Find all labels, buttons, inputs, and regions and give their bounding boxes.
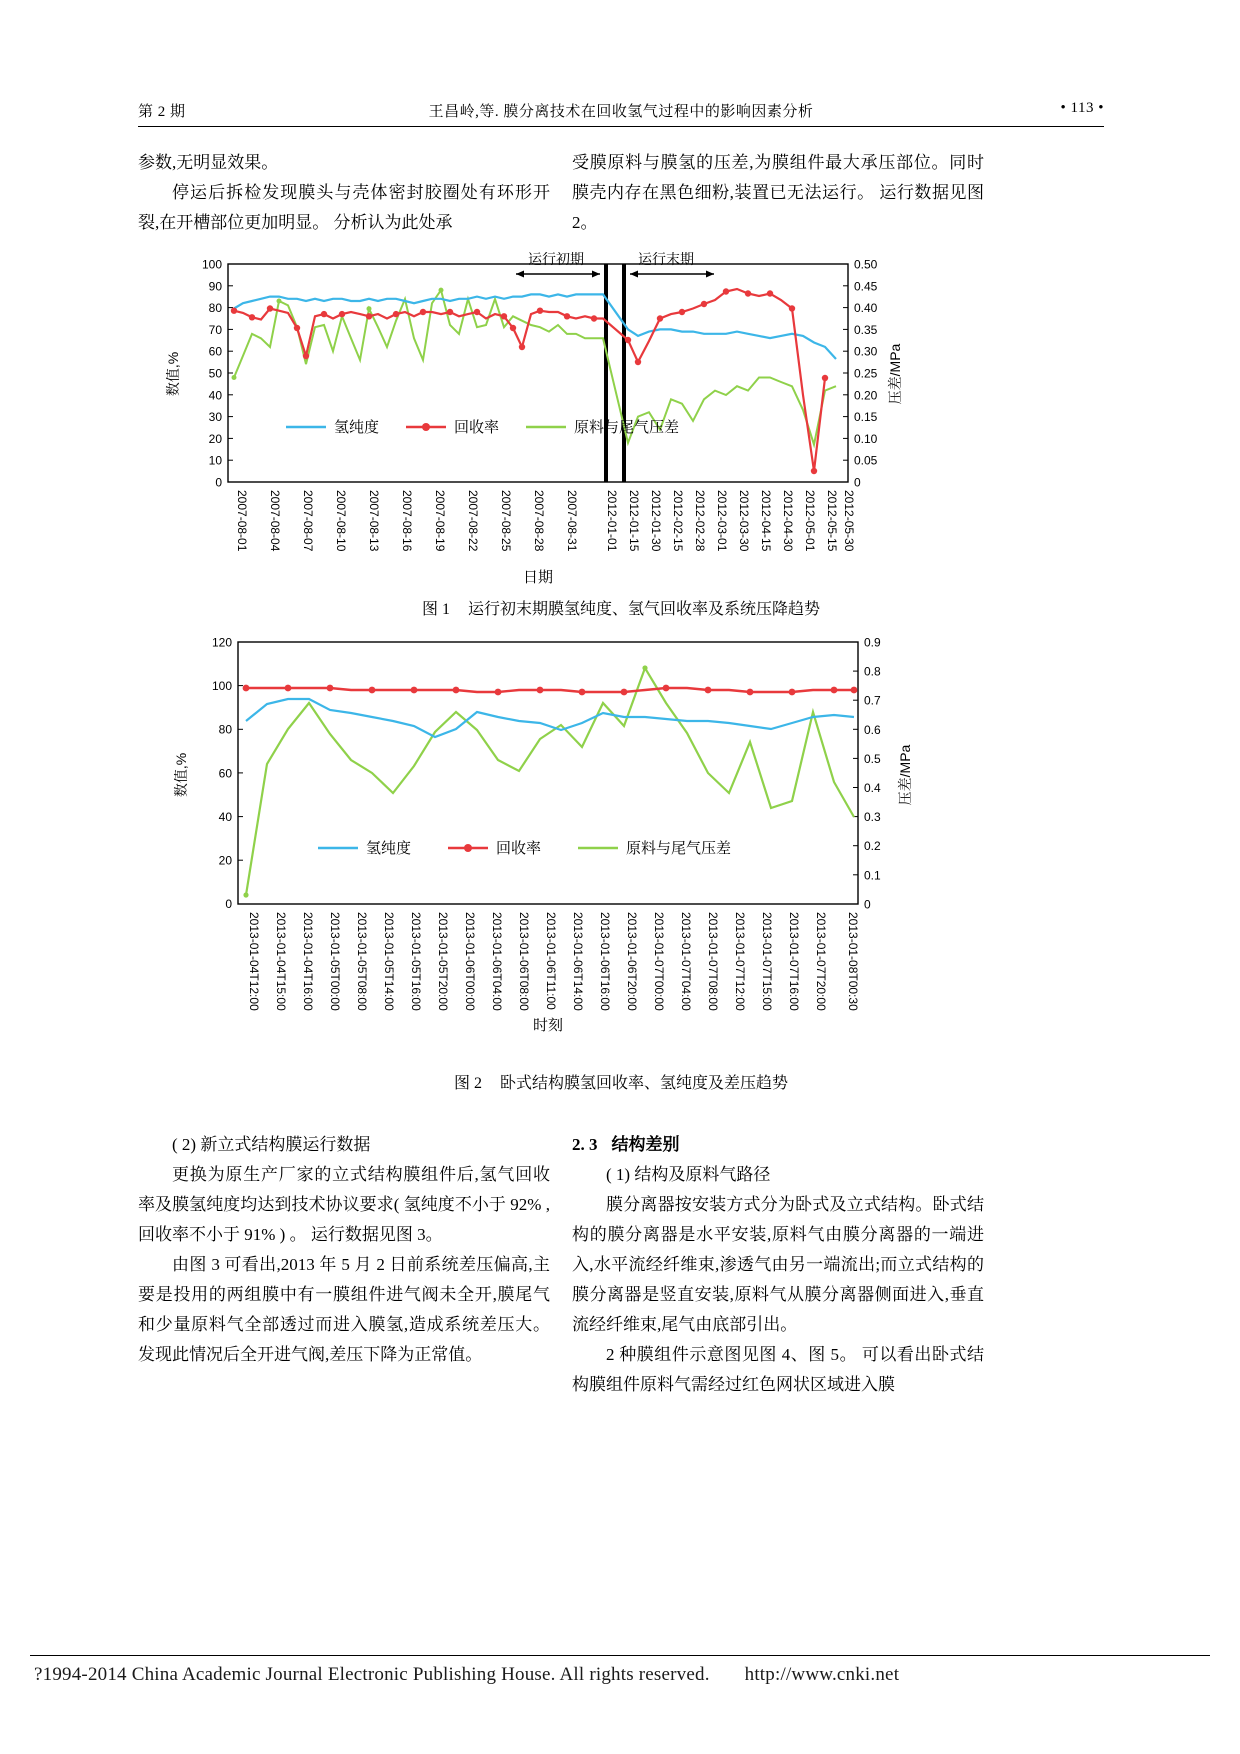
column-right-bottom: [572, 1130, 984, 1400]
footer: [34, 1664, 1214, 1686]
svg-text:数值,%: 数值,%: [173, 752, 189, 798]
svg-text:回收率: 回收率: [454, 419, 500, 436]
svg-text:2012-05-01: 2012-05-01: [803, 490, 817, 552]
svg-text:0.5: 0.5: [864, 751, 881, 766]
svg-text:80: 80: [208, 301, 222, 316]
svg-text:2013-01-05T16:00: 2013-01-05T16:00: [409, 912, 423, 1011]
svg-text:数值,%: 数值,%: [165, 351, 181, 397]
svg-text:0.30: 0.30: [854, 344, 878, 359]
figure-2-chart: [138, 630, 1104, 1060]
footer-divider: [30, 1655, 1210, 1656]
svg-text:0.9: 0.9: [864, 635, 881, 650]
svg-text:2007-08-16: 2007-08-16: [400, 490, 414, 552]
svg-text:0.05: 0.05: [854, 453, 878, 468]
svg-text:90: 90: [208, 279, 222, 294]
svg-text:2007-08-04: 2007-08-04: [268, 490, 282, 552]
svg-text:日期: 日期: [522, 569, 554, 586]
svg-text:2013-01-07T15:00: 2013-01-07T15:00: [760, 912, 774, 1011]
paragraph: 由图 3 可看出,2013 年 5 月 2 日前系统差压偏高,主要是投用的两组膜中有一膜组件进气阀未全开,膜尾气和少量原料气全部透过而进入膜氢,造成系统差压大。 发现此情况后全开进气阀,差压下降为正常值。: [138, 1255, 550, 1364]
svg-text:0: 0: [225, 897, 232, 912]
running-head-title: 王昌岭,等. 膜分离技术在回收氢气过程中的影响因素分析: [428, 104, 814, 120]
svg-text:回收率: 回收率: [496, 840, 542, 857]
svg-text:0.15: 0.15: [854, 410, 878, 425]
paragraph: 参数,无明显效果。: [138, 153, 279, 172]
legend-figure-1: [286, 418, 679, 436]
svg-text:0.25: 0.25: [854, 366, 878, 381]
svg-text:2013-01-06T20:00: 2013-01-06T20:00: [625, 912, 639, 1011]
svg-text:2012-02-28: 2012-02-28: [693, 490, 707, 552]
svg-text:2007-08-01: 2007-08-01: [235, 490, 249, 552]
footer-url[interactable]: http://www.cnki.net: [744, 1664, 900, 1685]
svg-text:2007-08-07: 2007-08-07: [301, 490, 315, 552]
svg-text:2012-04-30: 2012-04-30: [781, 490, 795, 552]
column-left-top: [138, 148, 550, 238]
svg-text:2012-03-01: 2012-03-01: [715, 490, 729, 552]
svg-text:30: 30: [208, 410, 222, 425]
svg-text:2012-03-30: 2012-03-30: [737, 490, 751, 552]
svg-text:2012-05-30: 2012-05-30: [842, 490, 856, 552]
svg-text:120: 120: [211, 635, 232, 650]
svg-text:2007-08-10: 2007-08-10: [334, 490, 348, 552]
svg-text:2013-01-07T16:00: 2013-01-07T16:00: [787, 912, 801, 1011]
svg-text:0.2: 0.2: [864, 839, 881, 854]
svg-text:2013-01-04T16:00: 2013-01-04T16:00: [301, 912, 315, 1011]
svg-text:压差/MPa: 压差/MPa: [897, 744, 913, 806]
paragraph: 停运后拆检发现膜头与壳体密封胶圈处有环形开裂,在开槽部位更加明显。 分析认为此处承: [138, 183, 550, 232]
svg-text:0.45: 0.45: [854, 279, 878, 294]
svg-text:2013-01-07T20:00: 2013-01-07T20:00: [814, 912, 828, 1011]
svg-text:2013-01-06T14:00: 2013-01-06T14:00: [571, 912, 585, 1011]
svg-text:氢纯度: 氢纯度: [366, 840, 412, 857]
paragraph: ( 2) 新立式结构膜运行数据: [172, 1135, 371, 1154]
figure-2-caption: [138, 1070, 1104, 1093]
svg-text:0.20: 0.20: [854, 388, 878, 403]
svg-text:运行末期: 运行末期: [638, 252, 694, 267]
svg-text:10: 10: [208, 453, 222, 468]
svg-text:2007-08-28: 2007-08-28: [532, 490, 546, 552]
svg-text:70: 70: [208, 322, 222, 337]
svg-text:40: 40: [208, 388, 222, 403]
svg-text:0: 0: [864, 897, 871, 912]
running-head-issue: 第 2 期: [138, 104, 186, 120]
section-heading: [572, 1130, 984, 1160]
svg-text:2012-04-15: 2012-04-15: [759, 490, 773, 552]
paragraph: 受膜原料与膜氢的压差,为膜组件最大承压部位。同时膜壳内存在黑色细粉,装置已无法运行。 运行数据见图 2。: [572, 153, 984, 232]
svg-text:0.3: 0.3: [864, 810, 881, 825]
figure-2: [138, 630, 1104, 1060]
svg-text:0: 0: [854, 475, 861, 490]
svg-text:2013-01-06T11:00: 2013-01-06T11:00: [544, 912, 558, 1010]
paragraph: 膜分离器按安装方式分为卧式及立式结构。卧式结构的膜分离器是水平安装,原料气由膜分离器的一端进入,水平流经纤维束,渗透气由另一端流出;而立式结构的膜分离器是竖直安装,原料气从膜分离器侧面进入,垂直流经纤维束,尾气由底部引出。: [572, 1195, 984, 1334]
svg-text:2013-01-04T15:00: 2013-01-04T15:00: [274, 912, 288, 1011]
svg-text:20: 20: [208, 431, 222, 446]
svg-text:运行初期: 运行初期: [528, 252, 584, 267]
section-number: 2. 3: [572, 1135, 598, 1154]
svg-text:50: 50: [208, 366, 222, 381]
figure-1-chart: [138, 252, 1104, 612]
figure-2-caption-text: 卧式结构膜氢回收率、氢纯度及差压趋势: [500, 1075, 789, 1092]
figure-1-label: 图 1: [421, 601, 450, 618]
svg-text:80: 80: [218, 722, 232, 737]
svg-text:40: 40: [218, 810, 232, 824]
svg-text:2013-01-07T12:00: 2013-01-07T12:00: [733, 912, 747, 1011]
paragraph: 更换为原生产厂家的立式结构膜组件后,氢气回收率及膜氢纯度均达到技术协议要求( 氢纯度不小于 92% ,回收率不小于 91% ) 。 运行数据见图 3。: [138, 1165, 550, 1244]
svg-text:0.40: 0.40: [854, 301, 878, 316]
svg-text:0.4: 0.4: [864, 781, 881, 795]
svg-text:压差/MPa: 压差/MPa: [887, 343, 903, 405]
svg-text:0.7: 0.7: [864, 693, 881, 708]
svg-text:2012-01-15: 2012-01-15: [627, 490, 641, 552]
svg-text:2007-08-25: 2007-08-25: [499, 490, 513, 552]
svg-text:2013-01-05T00:00: 2013-01-05T00:00: [328, 912, 342, 1011]
svg-text:2013-01-07T04:00: 2013-01-07T04:00: [679, 912, 693, 1011]
svg-text:2007-08-13: 2007-08-13: [367, 490, 381, 552]
svg-text:100: 100: [211, 679, 232, 693]
header-divider: [138, 126, 1104, 127]
svg-text:0.35: 0.35: [854, 322, 878, 337]
copyright-text: ?1994-2014 China Academic Journal Electronic Publishing House. All rights reserved.: [34, 1664, 710, 1685]
svg-text:100: 100: [201, 257, 222, 272]
svg-text:2013-01-05T08:00: 2013-01-05T08:00: [355, 912, 369, 1011]
svg-text:2013-01-05T20:00: 2013-01-05T20:00: [436, 912, 450, 1011]
svg-text:原料与尾气压差: 原料与尾气压差: [626, 840, 732, 857]
svg-text:2013-01-06T08:00: 2013-01-06T08:00: [517, 912, 531, 1011]
svg-text:2012-01-30: 2012-01-30: [649, 490, 663, 552]
svg-text:2013-01-06T00:00: 2013-01-06T00:00: [463, 912, 477, 1011]
legend-figure-2: [318, 839, 731, 857]
svg-text:原料与尾气压差: 原料与尾气压差: [574, 419, 680, 436]
svg-text:0.10: 0.10: [854, 431, 878, 446]
svg-text:时刻: 时刻: [532, 1017, 564, 1034]
svg-text:2012-01-01: 2012-01-01: [605, 490, 619, 552]
svg-text:0.50: 0.50: [854, 257, 878, 272]
svg-text:0.8: 0.8: [864, 664, 881, 679]
svg-text:2013-01-08T00:30: 2013-01-08T00:30: [846, 912, 860, 1011]
paragraph: ( 1) 结构及原料气路径: [606, 1165, 771, 1184]
figure-1: [138, 252, 1104, 612]
svg-text:0.1: 0.1: [864, 868, 881, 883]
svg-text:60: 60: [218, 766, 232, 781]
section-title: 结构差别: [611, 1135, 680, 1154]
svg-text:2012-02-15: 2012-02-15: [671, 490, 685, 552]
svg-text:2007-08-31: 2007-08-31: [565, 490, 579, 552]
svg-text:2013-01-06T16:00: 2013-01-06T16:00: [598, 912, 612, 1011]
figure-1-caption-text: 运行初末期膜氢纯度、氢气回收率及系统压降趋势: [468, 601, 821, 618]
svg-text:2007-08-19: 2007-08-19: [433, 490, 447, 552]
page-number: • 113 •: [1060, 100, 1104, 116]
svg-text:0: 0: [215, 475, 222, 490]
svg-text:0.6: 0.6: [864, 722, 881, 737]
svg-text:氢纯度: 氢纯度: [334, 419, 380, 436]
column-right-top: [572, 148, 984, 238]
column-left-bottom: [138, 1130, 550, 1370]
svg-text:60: 60: [208, 344, 222, 359]
svg-text:2013-01-07T00:00: 2013-01-07T00:00: [652, 912, 666, 1011]
svg-text:2013-01-04T12:00: 2013-01-04T12:00: [247, 912, 261, 1011]
svg-text:20: 20: [218, 853, 232, 868]
paragraph: 2 种膜组件示意图见图 4、图 5。 可以看出卧式结构膜组件原料气需经过红色网状区域进入膜: [572, 1345, 984, 1394]
svg-text:2007-08-22: 2007-08-22: [466, 490, 480, 552]
svg-text:2012-05-15: 2012-05-15: [825, 490, 839, 552]
svg-text:2013-01-06T04:00: 2013-01-06T04:00: [490, 912, 504, 1011]
svg-text:2013-01-07T08:00: 2013-01-07T08:00: [706, 912, 720, 1011]
figure-2-label: 图 2: [453, 1075, 482, 1092]
figure-1-caption: [138, 596, 1104, 619]
svg-text:2013-01-05T14:00: 2013-01-05T14:00: [382, 912, 396, 1011]
